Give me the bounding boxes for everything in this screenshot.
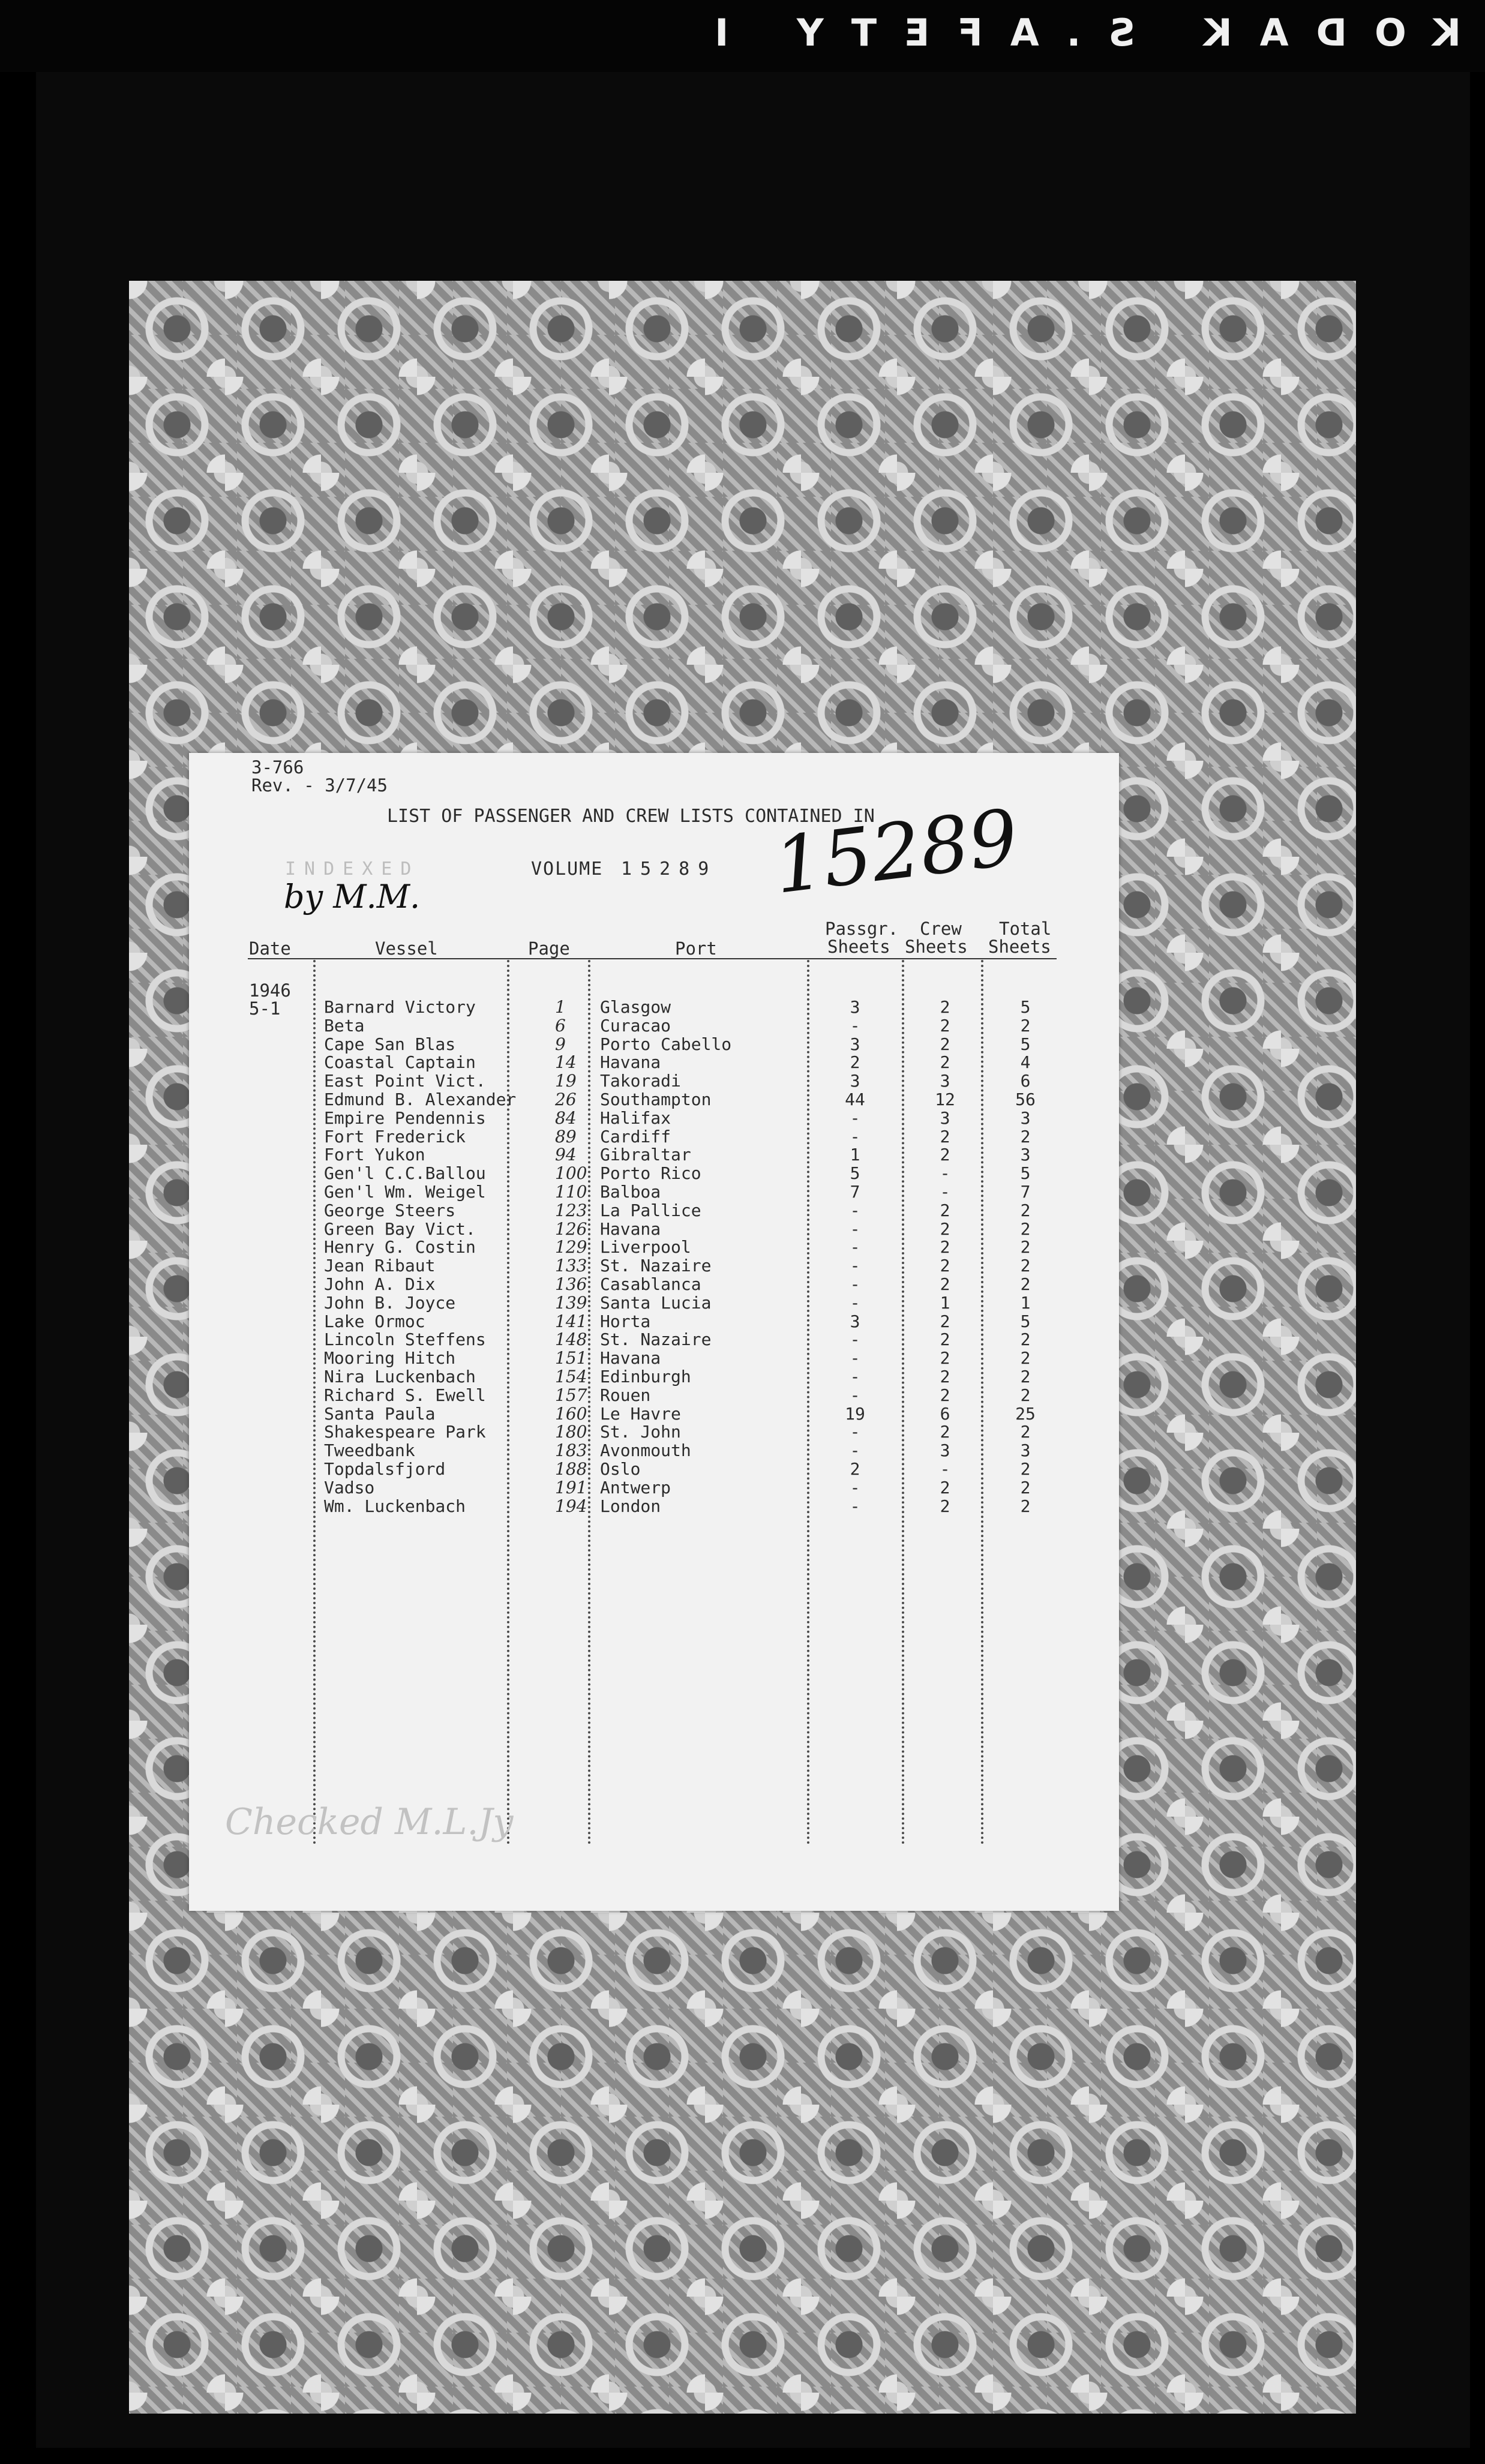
vessel-name: Vadso bbox=[324, 1477, 375, 1497]
page-number: 84 bbox=[555, 1108, 577, 1128]
table-row bbox=[189, 1072, 1119, 1091]
port-name: Halifax bbox=[600, 1108, 671, 1128]
port-name: Santa Lucia bbox=[600, 1292, 712, 1313]
vessel-name: John B. Joyce bbox=[324, 1292, 456, 1313]
table-row bbox=[189, 1238, 1119, 1257]
table-row bbox=[189, 1128, 1119, 1147]
passenger-sheets: - bbox=[850, 1237, 860, 1257]
passenger-sheets: 3 bbox=[850, 1034, 860, 1054]
page-number: 191 bbox=[555, 1477, 587, 1497]
total-sheets: 2 bbox=[1020, 1219, 1031, 1239]
total-sheets: 2 bbox=[1020, 1237, 1031, 1257]
vessel-name: Coastal Captain bbox=[324, 1052, 476, 1073]
passenger-sheets: 44 bbox=[845, 1089, 865, 1109]
table-row bbox=[189, 1202, 1119, 1220]
port-name: Avonmouth bbox=[600, 1440, 691, 1461]
entry-month-day: 5-1 bbox=[249, 998, 281, 1019]
table-row bbox=[189, 1497, 1119, 1516]
port-name: Havana bbox=[600, 1348, 661, 1368]
total-sheets: 5 bbox=[1020, 1163, 1031, 1184]
crew-sheets: 2 bbox=[940, 1034, 950, 1054]
passenger-sheets: 3 bbox=[850, 1311, 860, 1331]
table-row bbox=[189, 1054, 1119, 1072]
passenger-sheets: - bbox=[850, 1108, 860, 1128]
vessel-name: Gen'l C.C.Ballou bbox=[324, 1163, 486, 1184]
page-number: 133 bbox=[555, 1256, 587, 1276]
vessel-name: Fort Frederick bbox=[324, 1126, 466, 1147]
vessel-name: Tweedbank bbox=[324, 1440, 415, 1461]
port-name: Oslo bbox=[600, 1458, 641, 1479]
crew-sheets: 12 bbox=[935, 1089, 955, 1109]
vessel-name: Fort Yukon bbox=[324, 1145, 425, 1165]
document-title: LIST OF PASSENGER AND CREW LISTS CONTAINED IN bbox=[387, 806, 875, 827]
page-number: 6 bbox=[555, 1015, 566, 1036]
vessel-name: Nira Luckenbach bbox=[324, 1366, 476, 1386]
total-sheets: 3 bbox=[1020, 1108, 1031, 1128]
table-row bbox=[189, 1423, 1119, 1442]
passenger-sheets: - bbox=[850, 1015, 860, 1036]
passenger-sheets: 1 bbox=[850, 1145, 860, 1165]
passenger-sheets: - bbox=[850, 1126, 860, 1147]
port-name: Antwerp bbox=[600, 1477, 671, 1497]
crew-sheets: 3 bbox=[940, 1440, 950, 1461]
vessel-name: Empire Pendennis bbox=[324, 1108, 486, 1128]
vessel-name: Shakespeare Park bbox=[324, 1422, 486, 1442]
crew-sheets: 2 bbox=[940, 1329, 950, 1350]
table-row bbox=[189, 1386, 1119, 1405]
table-row bbox=[189, 998, 1119, 1017]
passenger-sheets: 5 bbox=[850, 1163, 860, 1184]
passenger-sheets: - bbox=[850, 1219, 860, 1239]
port-name: St. Nazaire bbox=[600, 1256, 712, 1276]
port-name: Takoradi bbox=[600, 1071, 681, 1091]
crew-sheets: 2 bbox=[940, 1126, 950, 1147]
total-sheets: 4 bbox=[1020, 1052, 1031, 1073]
table-row bbox=[189, 1017, 1119, 1036]
passenger-sheets: - bbox=[850, 1348, 860, 1368]
page-number: 194 bbox=[555, 1496, 587, 1516]
total-sheets: 2 bbox=[1020, 1458, 1031, 1479]
total-sheets: 2 bbox=[1020, 1126, 1031, 1147]
faint-handwritten-note: Checked M.L.Jy bbox=[225, 1801, 514, 1843]
volume-number: 15289 bbox=[621, 859, 718, 880]
film-strip-top bbox=[0, 0, 1485, 72]
passenger-sheets: - bbox=[850, 1496, 860, 1516]
table-row bbox=[189, 1257, 1119, 1275]
crew-sheets: 3 bbox=[940, 1071, 950, 1091]
passenger-sheets: 3 bbox=[850, 1071, 860, 1091]
handwritten-volume-number: 15289 bbox=[769, 793, 1023, 911]
table-row bbox=[189, 1220, 1119, 1239]
total-sheets: 2 bbox=[1020, 1477, 1031, 1497]
table-row bbox=[189, 1405, 1119, 1424]
table-row bbox=[189, 1091, 1119, 1109]
table-row bbox=[189, 1313, 1119, 1331]
table-row bbox=[189, 1183, 1119, 1202]
entry-list bbox=[189, 998, 1119, 1515]
page-number: 94 bbox=[555, 1145, 577, 1165]
total-sheets: 25 bbox=[1015, 1403, 1036, 1424]
table-row bbox=[189, 1460, 1119, 1479]
column-header-crew-line1: Crew bbox=[920, 919, 962, 939]
passenger-sheets: - bbox=[850, 1256, 860, 1276]
port-name: Edinburgh bbox=[600, 1366, 691, 1386]
page-number: 110 bbox=[555, 1181, 587, 1202]
crew-sheets: 2 bbox=[940, 1256, 950, 1276]
crew-sheets: 6 bbox=[940, 1403, 950, 1424]
total-sheets: 5 bbox=[1020, 997, 1031, 1017]
table-row bbox=[189, 1294, 1119, 1313]
vessel-name: Cape San Blas bbox=[324, 1034, 456, 1054]
page-number: 14 bbox=[555, 1052, 577, 1073]
total-sheets: 2 bbox=[1020, 1385, 1031, 1405]
crew-sheets: 1 bbox=[940, 1292, 950, 1313]
total-sheets: 3 bbox=[1020, 1145, 1031, 1165]
table-row bbox=[189, 1109, 1119, 1128]
crew-sheets: 2 bbox=[940, 997, 950, 1017]
vessel-name: Gen'l Wm. Weigel bbox=[324, 1181, 486, 1202]
port-name: Southampton bbox=[600, 1089, 712, 1109]
total-sheets: 2 bbox=[1020, 1366, 1031, 1386]
column-header-page: Page bbox=[528, 938, 570, 959]
table-row bbox=[189, 1165, 1119, 1183]
passenger-sheets: - bbox=[850, 1329, 860, 1350]
indexed-by-signature: by M.M. bbox=[284, 878, 421, 916]
port-name: Gibraltar bbox=[600, 1145, 691, 1165]
port-name: Glasgow bbox=[600, 997, 671, 1017]
page-number: 126 bbox=[555, 1219, 587, 1239]
page-number: 129 bbox=[555, 1237, 587, 1257]
passenger-sheets: - bbox=[850, 1440, 860, 1461]
page-number: 100 bbox=[555, 1163, 587, 1184]
vessel-name: George Steers bbox=[324, 1200, 456, 1220]
page-number: 183 bbox=[555, 1440, 587, 1461]
crew-sheets: 2 bbox=[940, 1237, 950, 1257]
total-sheets: 2 bbox=[1020, 1274, 1031, 1294]
page-number: 9 bbox=[555, 1034, 566, 1054]
vessel-name: Santa Paula bbox=[324, 1403, 436, 1424]
page-number: 151 bbox=[555, 1348, 587, 1368]
page-number: 89 bbox=[555, 1126, 577, 1147]
page-number: 148 bbox=[555, 1329, 587, 1350]
vessel-name: Topdalsfjord bbox=[324, 1458, 446, 1479]
port-name: Liverpool bbox=[600, 1237, 691, 1257]
vessel-name: Beta bbox=[324, 1015, 365, 1036]
vessel-name: Henry G. Costin bbox=[324, 1237, 476, 1257]
vessel-name: Barnard Victory bbox=[324, 997, 476, 1017]
passenger-sheets: - bbox=[850, 1292, 860, 1313]
page-number: 141 bbox=[555, 1311, 587, 1331]
crew-sheets: - bbox=[940, 1163, 950, 1184]
volume-label: VOLUME bbox=[531, 859, 604, 880]
table-row bbox=[189, 1368, 1119, 1386]
crew-sheets: 2 bbox=[940, 1385, 950, 1405]
header-rule bbox=[248, 958, 1057, 959]
port-name: Balboa bbox=[600, 1181, 661, 1202]
crew-sheets: 2 bbox=[940, 1311, 950, 1331]
column-header-total-line1: Total bbox=[999, 919, 1052, 939]
crew-sheets: 2 bbox=[940, 1477, 950, 1497]
crew-sheets: 2 bbox=[940, 1496, 950, 1516]
port-name: Curacao bbox=[600, 1015, 671, 1036]
port-name: Le Havre bbox=[600, 1403, 681, 1424]
port-name: Horta bbox=[600, 1311, 651, 1331]
table-row bbox=[189, 1036, 1119, 1054]
table-row bbox=[189, 1479, 1119, 1497]
passenger-sheets: 19 bbox=[845, 1403, 865, 1424]
total-sheets: 2 bbox=[1020, 1200, 1031, 1220]
column-header-total-line2: Sheets bbox=[988, 937, 1051, 957]
port-name: Rouen bbox=[600, 1385, 651, 1405]
page-number: 157 bbox=[555, 1385, 587, 1405]
vessel-name: East Point Vict. bbox=[324, 1071, 486, 1091]
crew-sheets: 2 bbox=[940, 1145, 950, 1165]
passenger-sheets: 2 bbox=[850, 1458, 860, 1479]
column-header-crew-line2: Sheets bbox=[905, 937, 968, 957]
total-sheets: 56 bbox=[1015, 1089, 1036, 1109]
vessel-name: Lincoln Steffens bbox=[324, 1329, 486, 1350]
table-row bbox=[189, 1442, 1119, 1460]
page-number: 160 bbox=[555, 1403, 587, 1424]
total-sheets: 5 bbox=[1020, 1034, 1031, 1054]
port-name: Casablanca bbox=[600, 1274, 701, 1294]
passenger-sheets: - bbox=[850, 1422, 860, 1442]
page-number: 180 bbox=[555, 1422, 587, 1442]
passenger-sheets: - bbox=[850, 1366, 860, 1386]
page-number: 123 bbox=[555, 1200, 587, 1220]
total-sheets: 2 bbox=[1020, 1015, 1031, 1036]
total-sheets: 5 bbox=[1020, 1311, 1031, 1331]
port-name: London bbox=[600, 1496, 661, 1516]
port-name: Havana bbox=[600, 1052, 661, 1073]
page-number: 154 bbox=[555, 1366, 587, 1386]
port-name: Porto Cabello bbox=[600, 1034, 732, 1054]
port-name: La Pallice bbox=[600, 1200, 701, 1220]
total-sheets: 2 bbox=[1020, 1348, 1031, 1368]
indexed-stamp: INDEXED bbox=[285, 859, 420, 880]
page-number: 26 bbox=[555, 1089, 577, 1109]
passenger-sheets: 2 bbox=[850, 1052, 860, 1073]
passenger-sheets: - bbox=[850, 1477, 860, 1497]
passenger-sheets: - bbox=[850, 1385, 860, 1405]
passenger-sheets: 3 bbox=[850, 997, 860, 1017]
table-row bbox=[189, 1146, 1119, 1165]
column-header-vessel: Vessel bbox=[375, 938, 438, 959]
vessel-name: Edmund B. Alexander bbox=[324, 1089, 517, 1109]
port-name: Havana bbox=[600, 1219, 661, 1239]
table-row bbox=[189, 1349, 1119, 1368]
vessel-name: John A. Dix bbox=[324, 1274, 436, 1294]
vessel-name: Lake Ormoc bbox=[324, 1311, 425, 1331]
total-sheets: 2 bbox=[1020, 1329, 1031, 1350]
crew-sheets: 2 bbox=[940, 1274, 950, 1294]
crew-sheets: 2 bbox=[940, 1348, 950, 1368]
passenger-sheets: - bbox=[850, 1274, 860, 1294]
port-name: Porto Rico bbox=[600, 1163, 701, 1184]
page-number: 136 bbox=[555, 1274, 587, 1294]
vessel-name: Jean Ribaut bbox=[324, 1256, 436, 1276]
column-header-passenger-line2: Sheets bbox=[827, 937, 890, 957]
passenger-sheets: 7 bbox=[850, 1181, 860, 1202]
form-number: 3-766 bbox=[251, 757, 304, 778]
page-number: 188 bbox=[555, 1458, 587, 1479]
crew-sheets: 2 bbox=[940, 1200, 950, 1220]
total-sheets: 6 bbox=[1020, 1071, 1031, 1091]
entry-year: 1946 bbox=[249, 980, 291, 1001]
passenger-sheets: - bbox=[850, 1200, 860, 1220]
crew-sheets: 2 bbox=[940, 1366, 950, 1386]
document-sheet bbox=[189, 753, 1119, 1911]
total-sheets: 2 bbox=[1020, 1496, 1031, 1516]
page-number: 1 bbox=[555, 997, 566, 1017]
column-header-port: Port bbox=[675, 938, 717, 959]
crew-sheets: 3 bbox=[940, 1108, 950, 1128]
total-sheets: 2 bbox=[1020, 1422, 1031, 1442]
table-row bbox=[189, 1331, 1119, 1349]
total-sheets: 3 bbox=[1020, 1440, 1031, 1461]
crew-sheets: 2 bbox=[940, 1219, 950, 1239]
total-sheets: 1 bbox=[1020, 1292, 1031, 1313]
revision-date: Rev. - 3/7/45 bbox=[251, 775, 388, 796]
film-edge-marking: KODAK S.AFETY I bbox=[687, 11, 1461, 55]
page-number: 19 bbox=[555, 1071, 577, 1091]
column-header-passenger-line1: Passgr. bbox=[825, 919, 899, 939]
column-header-date: Date bbox=[249, 938, 291, 959]
port-name: St. Nazaire bbox=[600, 1329, 712, 1350]
vessel-name: Green Bay Vict. bbox=[324, 1219, 476, 1239]
crew-sheets: 2 bbox=[940, 1052, 950, 1073]
vessel-name: Wm. Luckenbach bbox=[324, 1496, 466, 1516]
port-name: St. John bbox=[600, 1422, 681, 1442]
crew-sheets: 2 bbox=[940, 1015, 950, 1036]
total-sheets: 7 bbox=[1020, 1181, 1031, 1202]
page-number: 139 bbox=[555, 1292, 587, 1313]
vessel-name: Mooring Hitch bbox=[324, 1348, 456, 1368]
total-sheets: 2 bbox=[1020, 1256, 1031, 1276]
vessel-name: Richard S. Ewell bbox=[324, 1385, 486, 1405]
crew-sheets: - bbox=[940, 1181, 950, 1202]
table-row bbox=[189, 1275, 1119, 1294]
crew-sheets: 2 bbox=[940, 1422, 950, 1442]
port-name: Cardiff bbox=[600, 1126, 671, 1147]
crew-sheets: - bbox=[940, 1458, 950, 1479]
